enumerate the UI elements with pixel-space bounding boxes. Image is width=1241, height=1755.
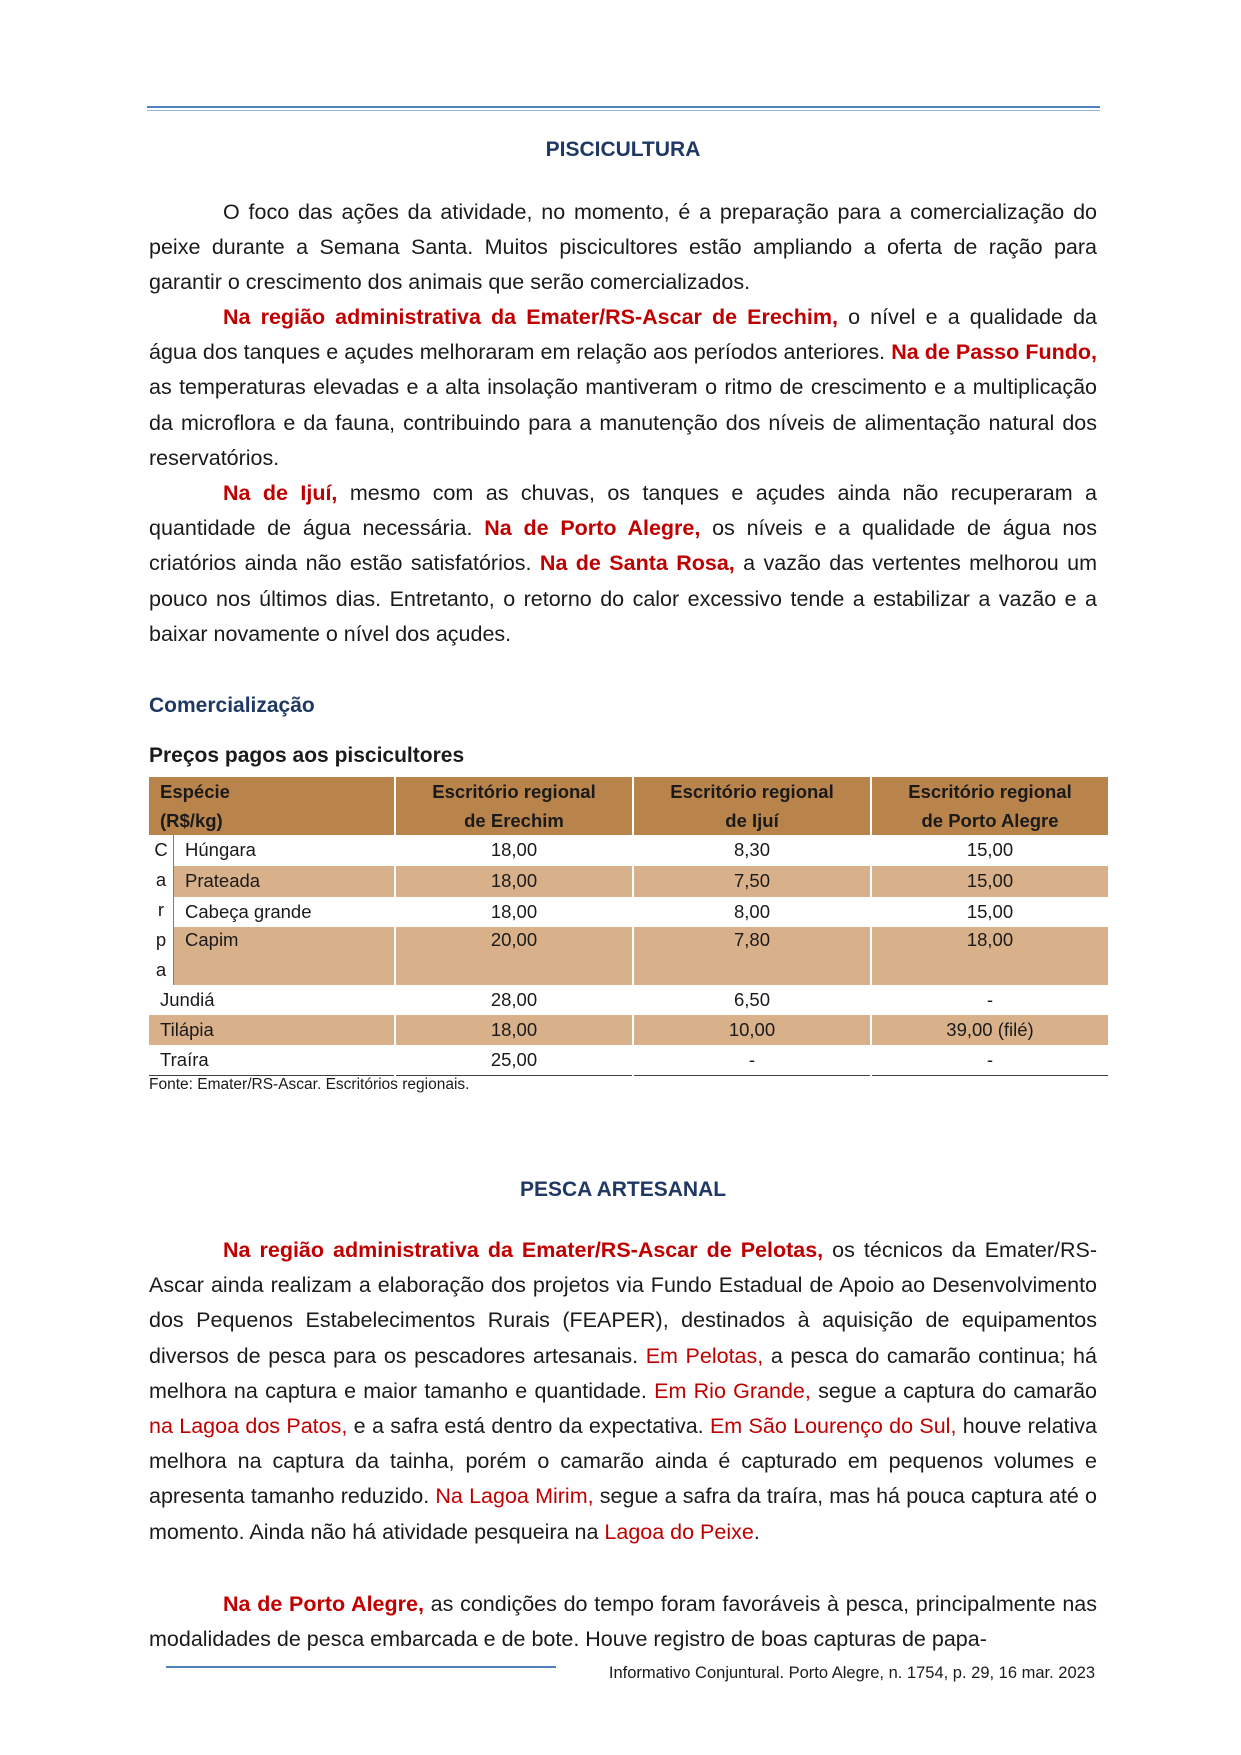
price-erechim: 18,00 — [395, 866, 633, 897]
price-ijui: 8,30 — [633, 835, 871, 866]
price-erechim: 18,00 — [395, 835, 633, 866]
price-porto-alegre: 15,00 — [871, 897, 1108, 928]
header-porto-alegre: Escritório regional de Porto Alegre — [871, 777, 1108, 835]
price-porto-alegre: 15,00 — [871, 866, 1108, 897]
paragraph-piscicultura-1 — [149, 195, 1097, 301]
species-name: Capim — [174, 927, 396, 985]
footer-citation: Informativo Conjuntural. Porto Alegre, n. 1754, p. 29, 16 mar. 2023 — [608, 1664, 1095, 1682]
section-title-piscicultura: PISCICULTURA — [545, 138, 701, 161]
header-erechim: Escritório regional de Erechim — [395, 777, 633, 835]
subsection-title-comercializacao: Comercialização — [149, 694, 315, 717]
place-highlight: Em São Lourenço do Sul, — [709, 1414, 957, 1439]
price-porto-alegre: 15,00 — [871, 835, 1108, 866]
paragraph-text: as condições do tempo foram favoráveis à pesca, principalmente nas modalidades de pesca embarcada e de bote. Houve registro de boas capturas de papa- — [149, 1592, 1097, 1652]
header-especie: Espécie (R$/kg) — [149, 777, 395, 835]
price-ijui: 6,50 — [633, 985, 871, 1015]
price-ijui: 7,80 — [633, 927, 871, 985]
paragraph-pesca-2 — [149, 1587, 1097, 1657]
header-rule-thin — [147, 110, 1100, 111]
paragraph-text: segue a safra da traíra, mas há pouca captura até o momento. Ainda não há atividade pesqueira na — [149, 1484, 1097, 1544]
table-header-row — [149, 777, 1108, 835]
price-porto-alegre: 18,00 — [871, 927, 1108, 985]
table-row — [149, 835, 1108, 866]
paragraph-text: mesmo com as chuvas, os tanques e açudes ainda não recuperaram a quantidade de água necessária. — [149, 481, 1097, 541]
region-highlight: Na região administrativa da Emater/RS-Ascar de Erechim, — [223, 305, 838, 329]
paragraph-text: as temperaturas elevadas e a alta insolação mantiveram o ritmo de crescimento e a multiplicação da microflora e da fauna, contribuindo para a manutenção dos níveis de alimentação natural dos reservatórios. — [149, 375, 1097, 470]
table-source: Fonte: Emater/RS-Ascar. Escritórios regionais. — [149, 1076, 470, 1093]
header-ijui: Escritório regional de Ijuí — [633, 777, 871, 835]
price-erechim: 28,00 — [395, 985, 633, 1015]
place-highlight: na Lagoa dos Patos, — [149, 1414, 348, 1439]
table-row — [149, 866, 1108, 897]
species-name: Jundiá — [149, 985, 395, 1015]
price-erechim: 18,00 — [395, 897, 633, 928]
region-highlight: Na de Porto Alegre, — [484, 516, 701, 541]
price-ijui: 7,50 — [633, 866, 871, 897]
header-rule — [147, 106, 1100, 108]
paragraph-text: segue a captura do camarão — [810, 1378, 1097, 1403]
species-name: Cabeça grande — [174, 897, 396, 928]
paragraph-text: os níveis e a qualidade de água nos criatórios ainda não estão satisfatórios. — [149, 516, 1097, 576]
region-highlight: Na de Passo Fundo, — [891, 340, 1097, 365]
price-porto-alegre: 39,00 (filé) — [871, 1015, 1108, 1045]
place-highlight: Lagoa do Peixe — [604, 1519, 754, 1544]
price-ijui: 8,00 — [633, 897, 871, 928]
carpa-group-label: C a r p a — [149, 835, 174, 985]
price-erechim: 20,00 — [395, 927, 633, 985]
price-porto-alegre: - — [871, 1045, 1108, 1076]
paragraph-piscicultura-2 — [149, 300, 1097, 476]
price-porto-alegre: - — [871, 985, 1108, 1015]
paragraph-text: os técnicos da Emater/RS-Ascar ainda realizam a elaboração dos projetos via Fundo Estadual de Apoio ao Desenvolvimento dos Pequenos Estabelecimentos Rurais (FEAPER), destinados à aquisição de equipamentos diversos de pesca para os pescadores artesanais. — [149, 1238, 1097, 1368]
table-row — [149, 927, 1108, 985]
paragraph-text: O foco das ações da atividade, no momento, é a preparação para a comercialização do peixe durante a Semana Santa. Muitos piscicultores estão ampliando a oferta de ração para garantir o crescimento dos animais que serão comercializados. — [149, 200, 1097, 295]
region-highlight: Na região administrativa da Emater/RS-Ascar de Pelotas, — [223, 1238, 824, 1262]
paragraph-text: . — [753, 1519, 760, 1544]
species-name: Húngara — [174, 835, 396, 866]
place-highlight: Na Lagoa Mirim, — [435, 1484, 594, 1509]
table-row — [149, 897, 1108, 928]
table-row — [149, 1015, 1108, 1045]
paragraph-text: e a safra está dentro da expectativa. — [347, 1414, 710, 1439]
species-name: Traíra — [149, 1045, 395, 1076]
paragraph-text: a pesca do camarão continua; há melhora na captura e maior tamanho e quantidade. — [149, 1343, 1097, 1403]
paragraph-pesca-1 — [149, 1233, 1097, 1550]
table-row — [149, 1045, 1108, 1076]
paragraph-text: houve relativa melhora na captura da tainha, porém o camarão ainda é capturado em pequenos volumes e apresenta tamanho reduzido. — [149, 1414, 1097, 1509]
price-erechim: 18,00 — [395, 1015, 633, 1045]
footer-rule — [166, 1666, 556, 1668]
species-name: Tilápia — [149, 1015, 395, 1045]
section-title-pesca: PESCA ARTESANAL — [519, 1178, 727, 1201]
place-highlight: Em Rio Grande, — [654, 1378, 811, 1403]
price-erechim: 25,00 — [395, 1045, 633, 1076]
paragraph-piscicultura-3 — [149, 476, 1097, 652]
price-ijui: - — [633, 1045, 871, 1076]
region-highlight: Na de Santa Rosa, — [539, 551, 735, 576]
paragraph-text: a vazão das vertentes melhorou um pouco nos últimos dias. Entretanto, o retorno do calor excessivo tende a estabilizar a vazão e a baixar novamente o nível dos açudes. — [149, 551, 1098, 646]
species-name: Prateada — [174, 866, 396, 897]
region-highlight: Na de Porto Alegre, — [223, 1592, 424, 1616]
prices-table — [149, 777, 1108, 1076]
place-highlight: Em Pelotas, — [645, 1343, 764, 1368]
table-caption: Preços pagos aos piscicultores — [149, 744, 465, 767]
price-ijui: 10,00 — [633, 1015, 871, 1045]
table-row — [149, 985, 1108, 1015]
paragraph-text: o nível e a qualidade da água dos tanques e açudes melhoraram em relação aos períodos anteriores. — [149, 305, 1097, 365]
region-highlight: Na de Ijuí, — [223, 481, 338, 505]
